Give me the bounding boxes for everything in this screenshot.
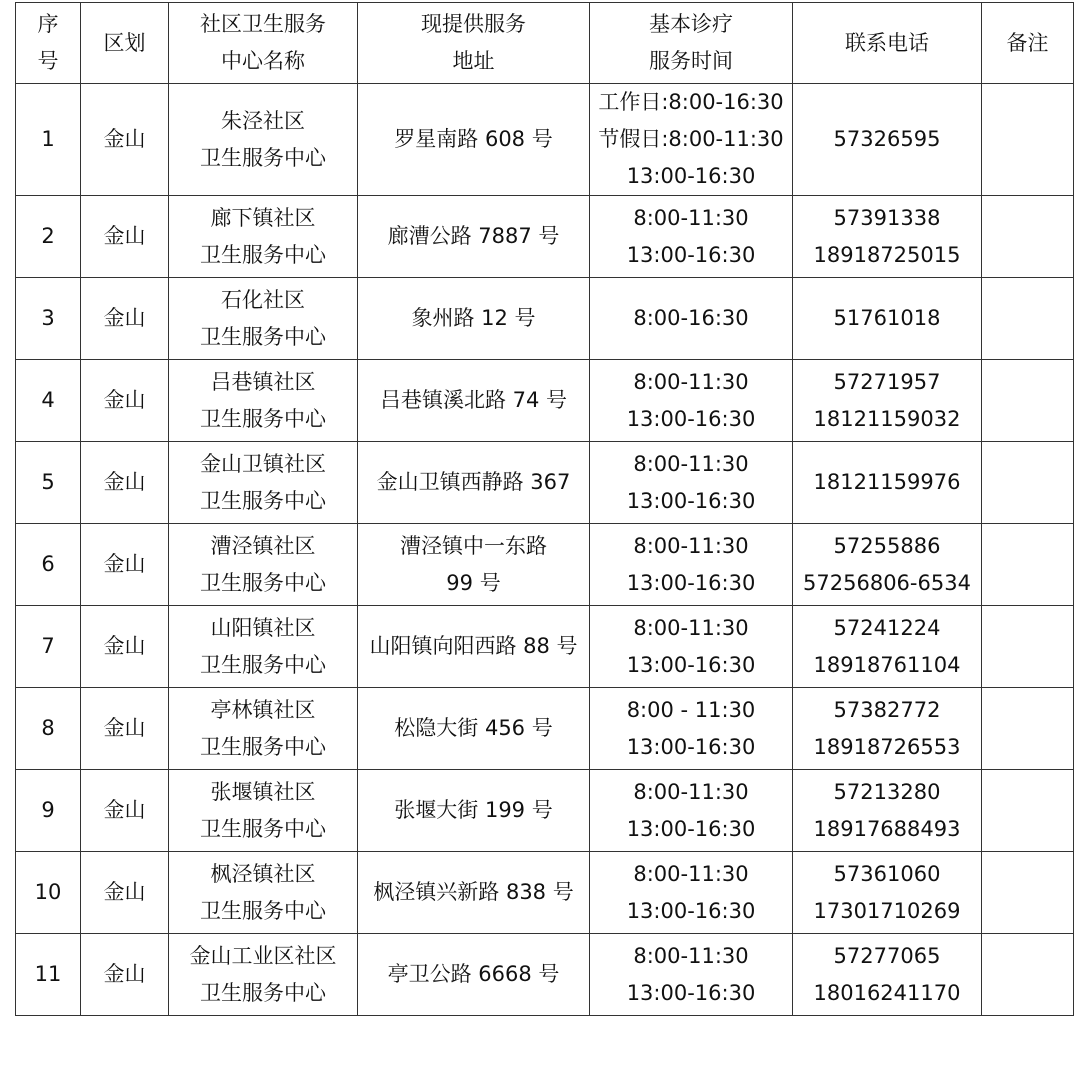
cell-hours-line: 8:00-11:30 bbox=[633, 205, 749, 230]
cell-hours bbox=[590, 442, 793, 524]
cell-note bbox=[982, 84, 1074, 196]
cell-address bbox=[358, 688, 590, 770]
cell-hours-line: 8:00 - 11:30 bbox=[626, 697, 756, 722]
cell-address-line: 金山卫镇西静路 367 bbox=[376, 470, 571, 494]
cell-hours-line: 13:00-16:30 bbox=[626, 406, 756, 431]
cell-hours-line: 13:00-16:30 bbox=[626, 980, 756, 1005]
table-row bbox=[16, 606, 1074, 688]
cell-address-line: 松隐大街 456 号 bbox=[394, 716, 553, 740]
cell-address bbox=[358, 360, 590, 442]
cell-center-name-line: 张堰镇社区 bbox=[210, 779, 316, 804]
cell-address-line: 廊漕公路 7887 号 bbox=[387, 224, 560, 248]
cell-center-name bbox=[169, 688, 358, 770]
cell-district: 金山 bbox=[81, 934, 169, 1016]
header-text: 社区卫生服务 bbox=[200, 12, 326, 36]
cell-center-name-line: 廊下镇社区 bbox=[210, 205, 316, 230]
cell-address-line: 张堰大街 199 号 bbox=[394, 798, 553, 822]
cell-phone bbox=[793, 442, 982, 524]
cell-address bbox=[358, 196, 590, 278]
header-text: 中心名称 bbox=[221, 49, 305, 73]
cell-note bbox=[982, 360, 1074, 442]
cell-center-name-line: 亭林镇社区 bbox=[210, 697, 316, 722]
cell-center-name bbox=[169, 196, 358, 278]
cell-hours-line: 8:00-11:30 bbox=[633, 533, 749, 558]
cell-no: 10 bbox=[16, 852, 81, 934]
header-text: 号 bbox=[37, 49, 59, 73]
cell-center-name-line: 漕泾镇社区 bbox=[210, 533, 316, 558]
header-text: 序 bbox=[37, 12, 59, 36]
cell-center-name-line: 金山卫镇社区 bbox=[200, 451, 326, 476]
cell-district: 金山 bbox=[81, 852, 169, 934]
cell-hours bbox=[590, 84, 793, 196]
table-row bbox=[16, 278, 1074, 360]
cell-center-name bbox=[169, 442, 358, 524]
cell-center-name bbox=[169, 360, 358, 442]
cell-address bbox=[358, 934, 590, 1016]
table-row bbox=[16, 84, 1074, 196]
header-text: 区划 bbox=[103, 30, 146, 55]
cell-center-name-line: 吕巷镇社区 bbox=[210, 369, 316, 394]
cell-note bbox=[982, 852, 1074, 934]
cell-hours bbox=[590, 606, 793, 688]
cell-no: 1 bbox=[16, 84, 81, 196]
cell-center-name-line: 卫生服务中心 bbox=[200, 145, 326, 170]
cell-phone-line: 18918725015 bbox=[813, 242, 961, 267]
cell-address bbox=[358, 278, 590, 360]
cell-note bbox=[982, 524, 1074, 606]
cell-hours-line: 节假日:8:00-11:30 bbox=[598, 127, 784, 151]
cell-district: 金山 bbox=[81, 442, 169, 524]
header-district bbox=[81, 3, 169, 84]
cell-center-name-line: 卫生服务中心 bbox=[200, 242, 326, 267]
cell-phone-line: 18917688493 bbox=[813, 816, 961, 841]
cell-phone bbox=[793, 934, 982, 1016]
cell-hours-line: 8:00-11:30 bbox=[633, 451, 749, 476]
cell-hours-line: 13:00-16:30 bbox=[626, 898, 756, 923]
cell-phone-line: 18918726553 bbox=[813, 734, 961, 759]
cell-phone-line: 17301710269 bbox=[813, 898, 961, 923]
cell-center-name-line: 卫生服务中心 bbox=[200, 816, 326, 841]
cell-phone bbox=[793, 278, 982, 360]
cell-address-line: 象州路 12 号 bbox=[411, 306, 536, 330]
cell-address bbox=[358, 84, 590, 196]
cell-address bbox=[358, 606, 590, 688]
cell-center-name-line: 金山工业区社区 bbox=[189, 943, 337, 968]
cell-center-name bbox=[169, 606, 358, 688]
cell-phone-line: 18121159976 bbox=[813, 470, 961, 494]
cell-phone bbox=[793, 196, 982, 278]
cell-hours-line: 8:00-11:30 bbox=[633, 861, 749, 886]
table-row bbox=[16, 770, 1074, 852]
cell-no: 6 bbox=[16, 524, 81, 606]
cell-phone-line: 57277065 bbox=[833, 943, 941, 968]
table-row bbox=[16, 196, 1074, 278]
cell-center-name-line: 卫生服务中心 bbox=[200, 570, 326, 595]
cell-no: 11 bbox=[16, 934, 81, 1016]
cell-center-name bbox=[169, 852, 358, 934]
header-text: 联系电话 bbox=[845, 30, 929, 55]
cell-center-name bbox=[169, 524, 358, 606]
cell-district: 金山 bbox=[81, 688, 169, 770]
cell-address bbox=[358, 770, 590, 852]
header-text: 备注 bbox=[1006, 30, 1049, 55]
cell-hours-line: 13:00-16:30 bbox=[626, 652, 756, 677]
header-phone bbox=[793, 3, 982, 84]
cell-hours bbox=[590, 852, 793, 934]
cell-note bbox=[982, 770, 1074, 852]
cell-phone-line: 57256806-6534 bbox=[803, 570, 971, 595]
cell-hours bbox=[590, 196, 793, 278]
cell-hours-line: 13:00-16:30 bbox=[626, 816, 756, 841]
cell-address bbox=[358, 524, 590, 606]
header-row bbox=[16, 3, 1074, 84]
table-row bbox=[16, 524, 1074, 606]
cell-address-line: 枫泾镇兴新路 838 号 bbox=[373, 880, 574, 904]
cell-hours-line: 13:00-16:30 bbox=[626, 488, 756, 513]
cell-hours bbox=[590, 770, 793, 852]
service-center-table bbox=[15, 2, 1074, 1016]
cell-note bbox=[982, 196, 1074, 278]
cell-center-name-line: 枫泾镇社区 bbox=[210, 861, 316, 886]
cell-district: 金山 bbox=[81, 360, 169, 442]
header-hours bbox=[590, 3, 793, 84]
cell-center-name-line: 石化社区 bbox=[221, 287, 305, 312]
cell-note bbox=[982, 606, 1074, 688]
cell-hours-line: 8:00-11:30 bbox=[633, 779, 749, 804]
header-text: 地址 bbox=[452, 49, 495, 73]
table-row bbox=[16, 360, 1074, 442]
header-note bbox=[982, 3, 1074, 84]
cell-no: 2 bbox=[16, 196, 81, 278]
cell-address-line: 99 号 bbox=[446, 570, 501, 595]
cell-center-name-line: 卫生服务中心 bbox=[200, 980, 326, 1005]
header-text: 现提供服务 bbox=[421, 12, 526, 36]
cell-phone-line: 18121159032 bbox=[813, 406, 961, 431]
cell-center-name bbox=[169, 84, 358, 196]
cell-phone bbox=[793, 360, 982, 442]
cell-phone-line: 57391338 bbox=[833, 205, 941, 230]
cell-phone bbox=[793, 84, 982, 196]
cell-hours-line: 8:00-11:30 bbox=[633, 943, 749, 968]
cell-hours-line: 工作日:8:00-16:30 bbox=[598, 90, 784, 114]
table-row bbox=[16, 934, 1074, 1016]
cell-center-name bbox=[169, 278, 358, 360]
cell-phone-line: 57255886 bbox=[833, 533, 941, 558]
cell-center-name-line: 朱泾社区 bbox=[221, 108, 305, 133]
cell-address-line: 吕巷镇溪北路 74 号 bbox=[379, 388, 568, 412]
cell-center-name-line: 卫生服务中心 bbox=[200, 734, 326, 759]
cell-note bbox=[982, 278, 1074, 360]
cell-district: 金山 bbox=[81, 84, 169, 196]
cell-address-line: 漕泾镇中一东路 bbox=[400, 533, 547, 558]
table-body bbox=[16, 84, 1074, 1016]
cell-note bbox=[982, 442, 1074, 524]
cell-note bbox=[982, 688, 1074, 770]
table-row bbox=[16, 688, 1074, 770]
cell-center-name-line: 卫生服务中心 bbox=[200, 406, 326, 431]
cell-address-line: 亭卫公路 6668 号 bbox=[387, 962, 560, 986]
cell-center-name-line: 卫生服务中心 bbox=[200, 898, 326, 923]
cell-phone-line: 57213280 bbox=[833, 779, 941, 804]
cell-address-line: 罗星南路 608 号 bbox=[394, 127, 553, 151]
cell-district: 金山 bbox=[81, 606, 169, 688]
cell-address bbox=[358, 442, 590, 524]
cell-phone-line: 18016241170 bbox=[813, 980, 961, 1005]
table-row bbox=[16, 442, 1074, 524]
cell-center-name-line: 卫生服务中心 bbox=[200, 488, 326, 513]
cell-phone-line: 57361060 bbox=[833, 861, 941, 886]
cell-no: 9 bbox=[16, 770, 81, 852]
cell-hours-line: 8:00-11:30 bbox=[633, 369, 749, 394]
cell-phone-line: 18918761104 bbox=[813, 652, 961, 677]
cell-no: 3 bbox=[16, 278, 81, 360]
cell-hours bbox=[590, 688, 793, 770]
header-no bbox=[16, 3, 81, 84]
cell-no: 7 bbox=[16, 606, 81, 688]
cell-no: 8 bbox=[16, 688, 81, 770]
cell-hours bbox=[590, 524, 793, 606]
cell-district: 金山 bbox=[81, 278, 169, 360]
header-address bbox=[358, 3, 590, 84]
cell-hours bbox=[590, 360, 793, 442]
table-row bbox=[16, 852, 1074, 934]
cell-phone-line: 57326595 bbox=[833, 127, 941, 151]
cell-hours-line: 13:00-16:30 bbox=[626, 570, 756, 595]
cell-hours-line: 8:00-16:30 bbox=[633, 306, 749, 330]
cell-center-name bbox=[169, 934, 358, 1016]
cell-phone-line: 57271957 bbox=[833, 369, 941, 394]
cell-phone bbox=[793, 524, 982, 606]
cell-address bbox=[358, 852, 590, 934]
header-text: 服务时间 bbox=[649, 49, 733, 73]
header-text: 基本诊疗 bbox=[649, 12, 733, 36]
cell-hours bbox=[590, 934, 793, 1016]
cell-district: 金山 bbox=[81, 196, 169, 278]
cell-phone bbox=[793, 606, 982, 688]
cell-center-name-line: 卫生服务中心 bbox=[200, 324, 326, 349]
cell-hours-line: 13:00-16:30 bbox=[626, 734, 756, 759]
cell-hours bbox=[590, 278, 793, 360]
cell-phone-line: 57382772 bbox=[833, 697, 941, 722]
cell-phone-line: 57241224 bbox=[833, 615, 941, 640]
cell-phone bbox=[793, 688, 982, 770]
cell-note bbox=[982, 934, 1074, 1016]
cell-no: 4 bbox=[16, 360, 81, 442]
cell-center-name-line: 卫生服务中心 bbox=[200, 652, 326, 677]
cell-phone bbox=[793, 852, 982, 934]
cell-center-name-line: 山阳镇社区 bbox=[210, 615, 316, 640]
cell-address-line: 山阳镇向阳西路 88 号 bbox=[369, 634, 578, 658]
cell-hours-line: 13:00-16:30 bbox=[626, 164, 756, 188]
cell-hours-line: 8:00-11:30 bbox=[633, 615, 749, 640]
cell-no: 5 bbox=[16, 442, 81, 524]
cell-phone-line: 51761018 bbox=[833, 306, 941, 330]
cell-center-name bbox=[169, 770, 358, 852]
cell-hours-line: 13:00-16:30 bbox=[626, 242, 756, 267]
header-center-name bbox=[169, 3, 358, 84]
cell-district: 金山 bbox=[81, 524, 169, 606]
cell-phone bbox=[793, 770, 982, 852]
cell-district: 金山 bbox=[81, 770, 169, 852]
